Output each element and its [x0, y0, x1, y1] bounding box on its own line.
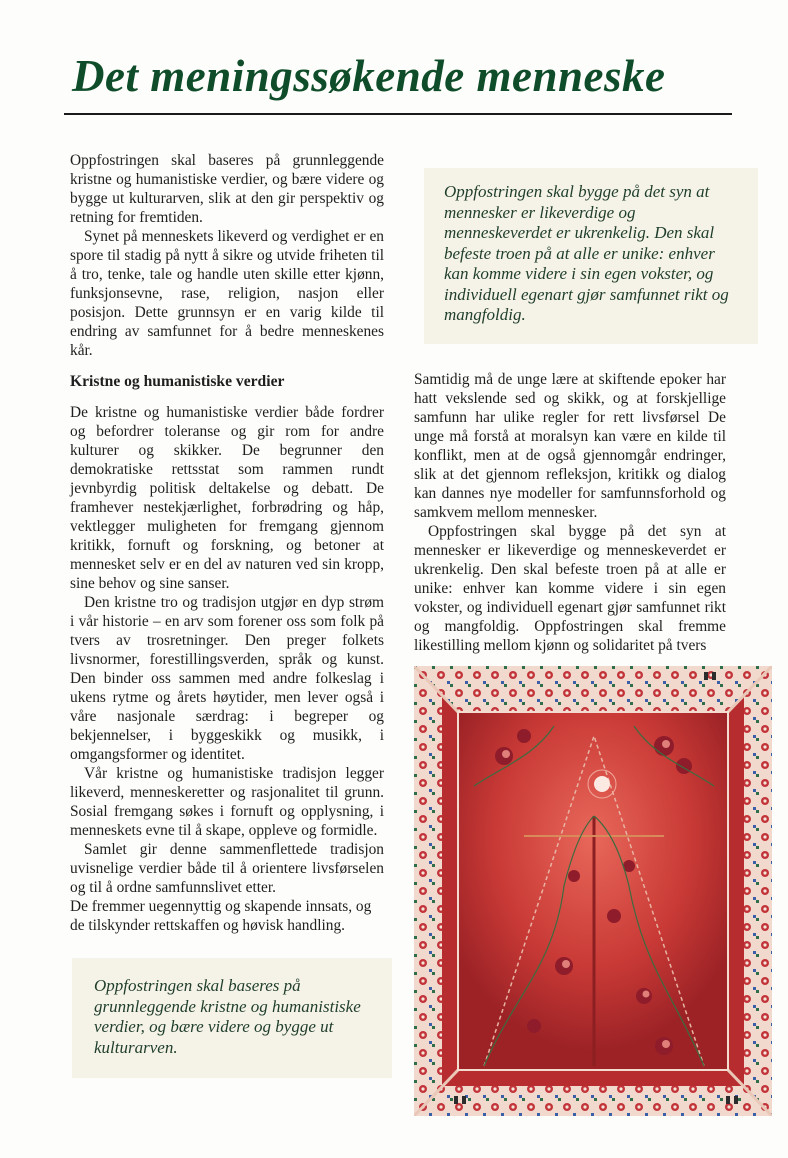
- right-body-column: [414, 370, 726, 655]
- body-paragraph: Vår kristne og humanistiske tradisjon legger likeverd, menneskeretter og rasjonalitet til grunn. Sosial fremgang søkes i fornuft og opplysning, i menneskets evne til å skape, oppleve og formidle.: [70, 765, 384, 839]
- body-paragraph: Oppfostringen skal bygge på det syn at mennesker er likeverdige og menneskeverdet er ukrenkelig. Den skal befeste troen på at alle er unike: enhver kan komme videre i sin egen vokster, og individuell egenart gjør samfunnet rikt og mangfoldig. Oppfostringen skal fremme likestilling mellom kjønn og solidaritet på tvers: [414, 523, 726, 654]
- pull-quote-text: Oppfostringen skal baseres på grunnleggende kristne og humanistiske verdier, og bære videre og bygge ut kulturarven.: [94, 976, 361, 1057]
- body-paragraph: De kristne og humanistiske verdier både fordrer og befordrer toleranse og gir rom for andre kulturer og skikker. De begrunner den demokratiske rettsstat som rammen rundt jevnbyrdig politisk deltakelse og debatt. De framhever nestekjærlighet, forbrødring og håp, vektlegger muligheten for fremgang gjennom kritikk, fornuft og forskning, og betoner at mennesket selv er en del av naturen ved sin kropp, sine behov og sine sanser.: [70, 404, 384, 592]
- section-heading: Kristne og humanistiske verdier: [70, 373, 285, 390]
- intro-paragraph: Oppfostringen skal baseres på grunnleggende kristne og humanistiske verdier, og bære videre og bygge ut kulturarven, slik at den gir perspektiv og retning for fremtiden.: [70, 152, 384, 226]
- page-title: Det meningssøkende menneske: [72, 51, 666, 101]
- pull-quote-text: Oppfostringen skal bygge på det syn at mennesker er likeverdige og menneskeverdet er ukrenkelig. Den skal befeste troen på at alle er unike: enhver kan komme videre i sin egen vokster, og individuell egenart gjør samfunnet rikt og mangfoldig.: [444, 182, 729, 324]
- intro-paragraph: Synet på menneskets likeverd og verdighet er en spore til stadig på nytt å sikre og utvide friheten til å tro, tenke, tale og handle uten skille etter kjønn, funksjonsevne, rase, religion, nasjon eller posisjon. Dette grunnsyn er en varig kilde til endring av samfunnet for å bedre menneskenes kår.: [70, 228, 384, 359]
- intro-column: [70, 151, 384, 360]
- artwork-image: [414, 666, 772, 1116]
- body-paragraph: Samtidig må de unge lære at skiftende epoker har hatt vekslende sed og skikk, og at forskjellige samfunn har ulike regler for rett livsførsel De unge må forstå at moralsyn kan være en kilde til konflikt, men at de også gjennomgår endringer, slik at det gjennom refleksjon, kritikk og dialog kan dannes nye modeller for samfunnsforhold og samkvem mellom mennesker.: [414, 371, 726, 521]
- pull-quote-bottom: [72, 958, 392, 1078]
- body-paragraph: De fremmer uegennyttig og skapende innsats, og de tilskynder rettskaffen og høvisk handling.: [70, 898, 372, 934]
- pull-quote-top: [424, 168, 758, 344]
- embroidered-tapestry-illustration: [414, 666, 772, 1116]
- body-paragraph: Samlet gir denne sammenflettede tradisjon uvisnelige verdier både til å orientere livsførselen og til å ordne samfunnslivet etter.: [70, 841, 384, 896]
- body-paragraph: Den kristne tro og tradisjon utgjør en dyp strøm i vår historie – en arv som forener oss som folk på tvers av trosretninger. Den preger folkets livsnormer, forestillingsverden, språk og kunst. Den binder oss sammen med andre folkeslag i ukens rytme og årets høytider, men lever også i våre nasjonale særdrag: i begreper og bekjennelser, i byggeskikk og musikk, i omgangsformer og identitet.: [70, 594, 384, 763]
- left-body-column: [70, 403, 384, 935]
- title-rule: [64, 113, 732, 115]
